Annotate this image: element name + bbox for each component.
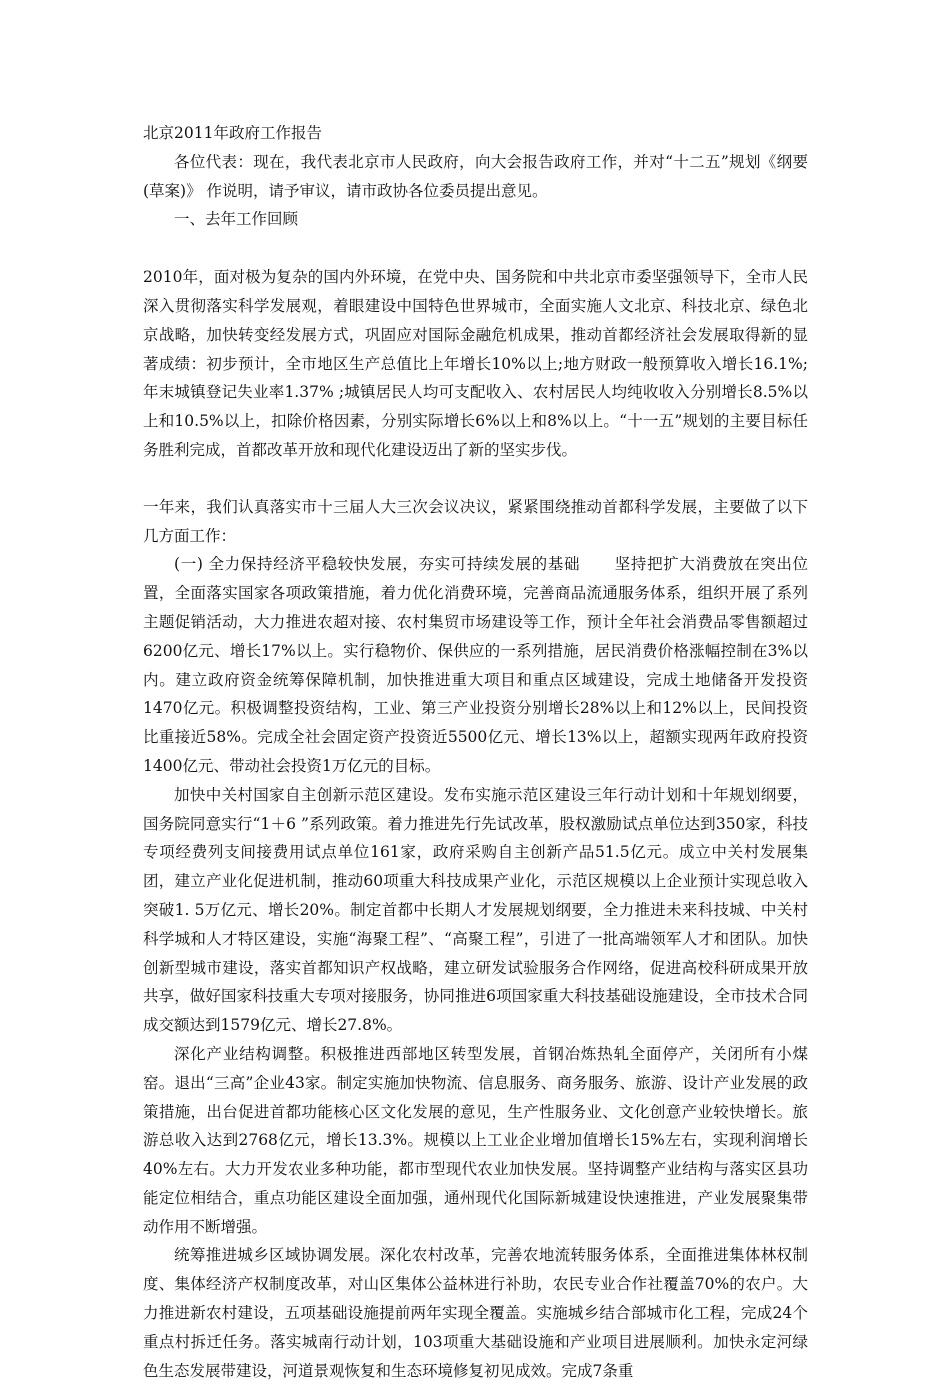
report-page	[143, 119, 808, 1385]
document-title: 北京2011年政府工作报告	[143, 124, 322, 142]
item-1-body: 坚持把扩大消费放在突出位置，全面落实国家各项政策措施，着力优化消费环境，完善商品流通服务体系，组织开展了系列主题促销活动，大力推进农超对接、农村集贸市场建设等工作，预计全年社会消费品零售额超过6200亿元、增长17%以上。实行稳物价、保供应的一系列措施，居民消费价格涨幅控制在3%以内。建立政府资金统筹保障机制，加快推进重大项目和重点区域建设，完成土地储备开发投资1470亿元。积极调整投资结构，工业、第三产业投资分别增长28%以上和12%以上，民间投资比重接近58%。完成全社会固定资产投资近5500亿元、增长13%以上，超额实现两年政府投资1400亿元、带动社会投资1万亿元的目标。	[143, 555, 808, 775]
paragraph-zhongguancun: 加快中关村国家自主创新示范区建设。发布实施示范区建设三年行动计划和十年规划纲要，国务院同意实行“1＋6 ”系列政策。着力推进先行先试改革，股权激励试点单位达到350家，科技专项经费列支间接费用试点单位161家，政府采购自主创新产品51.5亿元。成立中关村发展集团，建立产业化促进机制，推动60项重大科技成果产业化，示范区规模以上企业预计实现总收入突破1. 5万亿元、增长20%。制定首都中长期人才发展规划纲要，全力推进未来科技城、中关村科学城和人才特区建设，实施“海聚工程”、“高聚工程”，引进了一批高端领军人才和团队。加快创新型城市建设，落实首都知识产权战略，建立研发试验服务合作网络，促进高校科研成果开放共享，做好国家科技重大专项对接服务，协同推进6项国家重大科技基础设施建设，全市技术合同成交额达到1579亿元、增长27.8%。	[143, 785, 808, 1035]
blank-line	[143, 465, 808, 493]
section-heading: 一、去年工作回顾	[174, 210, 299, 229]
item-1-heading: (一) 全力保持经济平稳较快发展，夯实可持续发展的基础	[174, 555, 581, 574]
paragraph-industry-restructuring: 深化产业结构调整。积极推进西部地区转型发展，首钢冶炼热轧全面停产，关闭所有小煤窑。退出“三高”企业43家。制定实施加快物流、信息服务、商务服务、旅游、设计产业发展的政策措施，出台促进首都功能核心区文化发展的意见，生产性服务业、文化创意产业较快增长。旅游总收入达到2768亿元，增长13.3%。规模以上工业企业增加值增长15%左右，实现利润增长40%左右。大力开发农业多种功能，都市型现代农业加快发展。坚持调整产业结构与落实区县功能定位相结合，重点功能区建设全面加强，通州现代化国际新城建设快速推进，产业发展聚集带动作用不断增强。	[143, 1044, 808, 1236]
blank-line	[143, 234, 808, 263]
paragraph-2010-summary: 2010年，面对极为复杂的国内外环境，在党中央、国务院和中共北京市委坚强领导下，全市人民深入贯彻落实科学发展观，着眼建设中国特色世界城市，全面实施人文北京、科技北京、绿色北京战略，加快转变经发展方式，巩固应对国际金融危机成果，推动首都经济社会发展取得新的显著成绩：初步预计，全市地区生产总值比上年增长10%以上;地方财政一般预算收入增长16.1%;年末城镇登记失业率1.37% ;城镇居民人均可支配收入、农村居民人均纯收收入分别增长8.5%以上和10.5%以上，扣除价格因素，分别实际增长6%以上和8%以上。“十一五”规划的主要目标任务胜利完成，首都改革开放和现代化建设迈出了新的坚实步伐。	[143, 268, 808, 459]
paragraph-urban-rural: 统筹推进城乡区域协调发展。深化农村改革，完善农地流转服务体系，全面推进集体林权制度、集体经济产权制度改革，对山区集体公益林进行补助，农民专业合作社覆盖70%的农户。大力推进新农村建设，五项基础设施提前两年实现全覆盖。实施城乡结合部城市化工程，完成24个重点村拆迁任务。落实城南行动计划，103项重大基础设施和产业项目进展顺利。加快永定河绿色生态发展带建设，河道景观恢复和生态环境修复初见成效。完成7条重	[143, 1246, 808, 1380]
greeting-paragraph: 各位代表：现在，我代表北京市人民政府，向大会报告政府工作，并对“十二五”规划《纲要(草案)》 作说明，请予审议，请市政协各位委员提出意见。	[143, 152, 808, 200]
item-1-paragraph	[143, 550, 808, 780]
paragraph-year-overview: 一年来，我们认真落实市十三届人大三次会议决议，紧紧围绕推动首都科学发展，主要做了以下几方面工作：	[143, 497, 808, 545]
